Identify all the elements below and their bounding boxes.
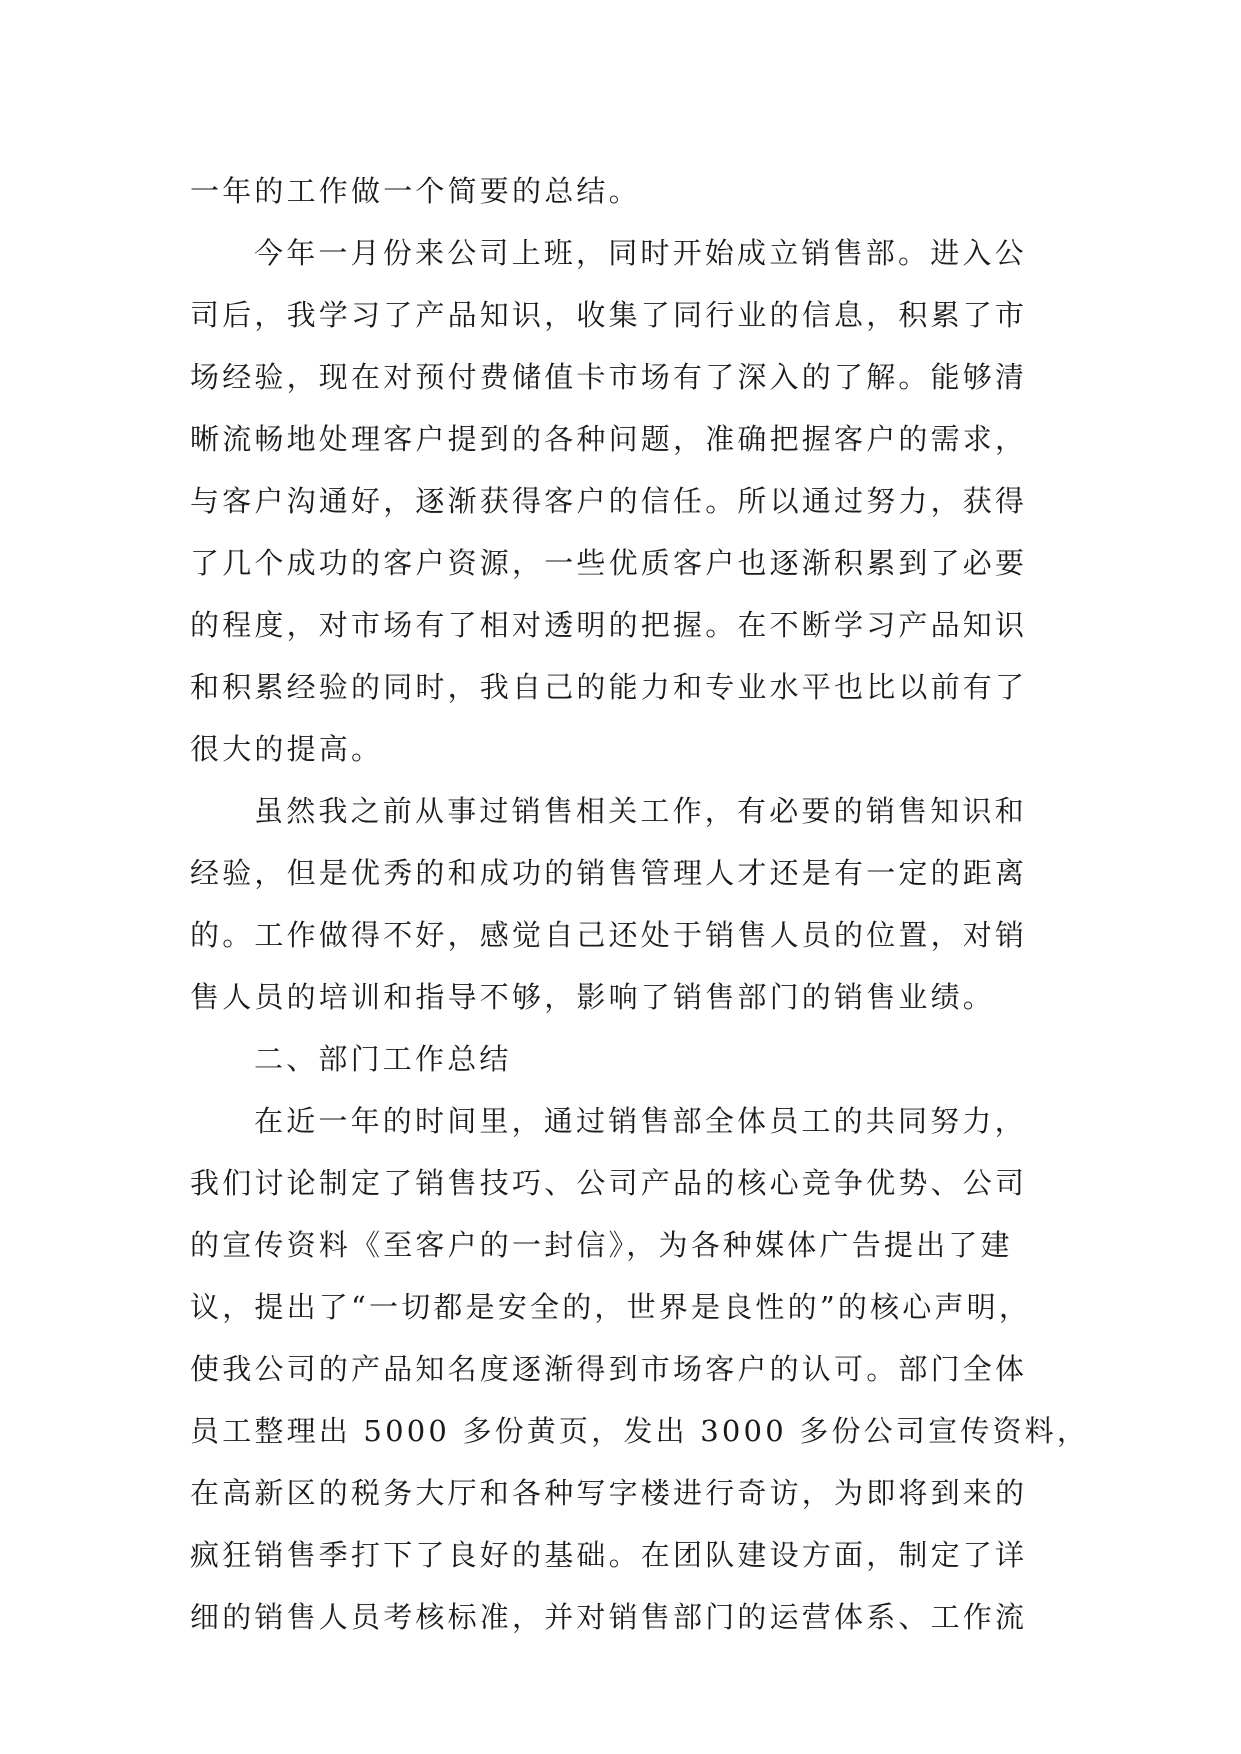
text-line: 我们讨论制定了销售技巧、公司产品的核心竞争优势、公司 (190, 1166, 1028, 1200)
text-line: 和积累经验的同时，我自己的能力和专业水平也比以前有了 (190, 670, 1028, 704)
text-line: 细的销售人员考核标准，并对销售部门的运营体系、工作流 (190, 1600, 1028, 1634)
text-line: 售人员的培训和指导不够，影响了销售部门的销售业绩。 (190, 980, 996, 1014)
text-line: 经验，但是优秀的和成功的销售管理人才还是有一定的距离 (190, 856, 1028, 890)
text-line: 疯狂销售季打下了良好的基础。在团队建设方面，制定了详 (190, 1538, 1028, 1572)
section-heading: 二、部门工作总结 (254, 1042, 512, 1076)
text-line: 员工整理出 5000 多份黄页，发出 3000 多份公司宣传资料， (190, 1414, 1090, 1448)
text-line: 晰流畅地处理客户提到的各种问题，准确把握客户的需求， (190, 422, 1028, 456)
text-line: 在高新区的税务大厅和各种写字楼进行奇访，为即将到来的 (190, 1476, 1028, 1510)
text-line: 的。工作做得不好，感觉自己还处于销售人员的位置，对销 (190, 918, 1028, 952)
text-line: 与客户沟通好，逐渐获得客户的信任。所以通过努力，获得 (190, 484, 1028, 518)
text-line: 了几个成功的客户资源，一些优质客户也逐渐积累到了必要 (190, 546, 1028, 580)
text-line: 议，提出了“一切都是安全的，世界是良性的”的核心声明， (190, 1290, 1032, 1324)
body-text (190, 160, 1090, 1648)
text-line: 虽然我之前从事过销售相关工作，有必要的销售知识和 (254, 794, 1027, 828)
text-line: 一年的工作做一个简要的总结。 (190, 174, 641, 208)
text-line: 在近一年的时间里，通过销售部全体员工的共同努力， (254, 1104, 1027, 1138)
text-line: 场经验，现在对预付费储值卡市场有了深入的了解。能够清 (190, 360, 1028, 394)
text-line: 的宣传资料《至客户的一封信》，为各种媒体广告提出了建 (190, 1228, 1013, 1262)
text-line: 很大的提高。 (190, 732, 384, 766)
text-line: 司后，我学习了产品知识，收集了同行业的信息，积累了市 (190, 298, 1028, 332)
text-line: 的程度，对市场有了相对透明的把握。在不断学习产品知识 (190, 608, 1028, 642)
text-line: 今年一月份来公司上班，同时开始成立销售部。进入公 (254, 236, 1027, 270)
text-line: 使我公司的产品知名度逐渐得到市场客户的认可。部门全体 (190, 1352, 1028, 1386)
